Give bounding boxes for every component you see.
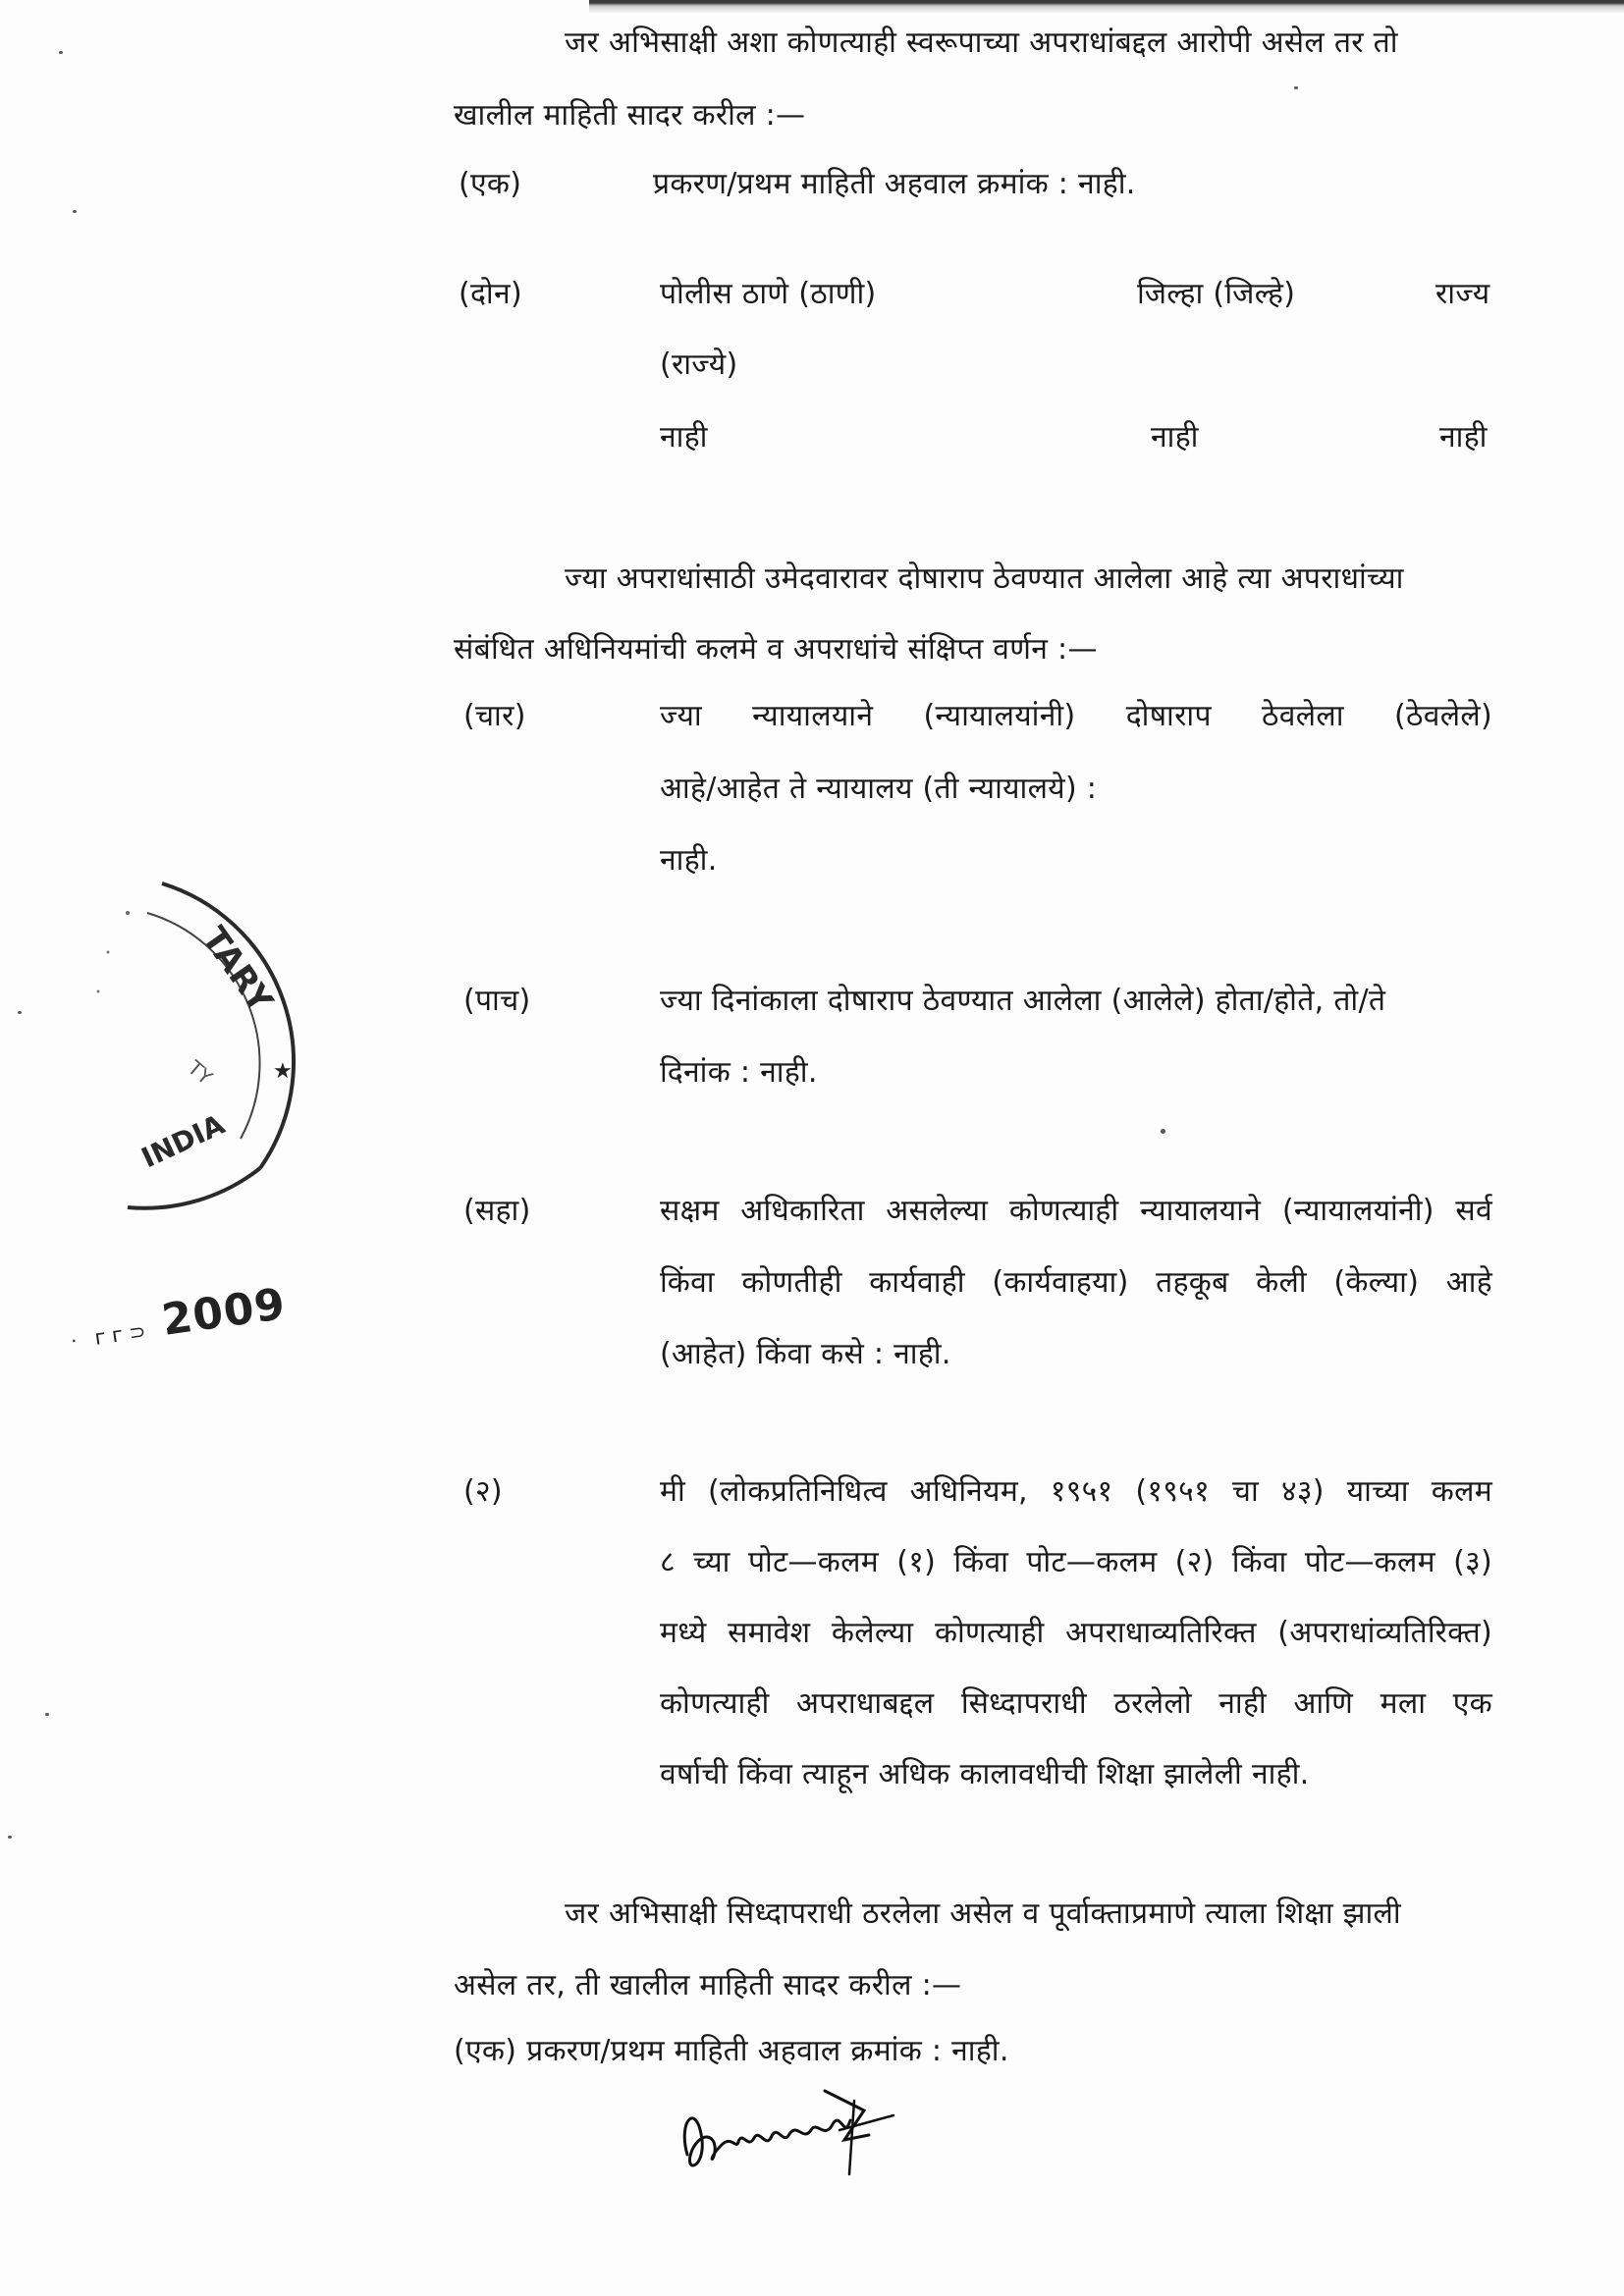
item-pach-line-2: दिनांक : नाही. <box>660 1055 818 1090</box>
state-header-continued: (राज्ये) <box>660 347 738 382</box>
item-2-line-1: मी (लोकप्रतिनिधित्व अधिनियम, १९५१ (१९५१ चा ४३) याच्या कलम <box>660 1474 1492 1509</box>
item-pach-line-1: ज्या दिनांकाला दोषाराप ठेवण्यात आलेला (आलेले) होता/होते, तो/ते <box>660 984 1386 1018</box>
convicted-intro-line-2: असेल तर, ती खालील माहिती सादर करील :— <box>454 1968 962 2002</box>
scan-edge-shadow <box>589 0 1624 14</box>
scan-speck <box>1294 86 1298 89</box>
item-2-line-2: ८ च्या पोट—कलम (१) किंवा पोट—कलम (२) किंवा पोट—कलम (३) <box>660 1545 1492 1579</box>
scan-speck <box>1161 1129 1165 1134</box>
scan-speck <box>73 210 77 213</box>
item-2-line-4: कोणत्याही अपराधाबद्दल सिध्दापराधी ठरलेलो नाही आणि मला एक <box>660 1686 1492 1721</box>
final-item-text: (एक) प्रकरण/प्रथम माहिती अहवाल क्रमांक : नाही. <box>454 2034 1009 2068</box>
item-saha-line-1: सक्षम अधिकारिता असलेल्या कोणत्याही न्यायालयाने (न्यायालयांनी) सर्व <box>660 1194 1492 1228</box>
item-2-label: (२) <box>463 1474 503 1509</box>
scan-speck <box>45 1713 49 1716</box>
district-header: जिल्हा (जिल्हे) <box>1137 277 1296 311</box>
date-stamp: · ᴦᴦ⊃ 2009 <box>69 1278 290 1354</box>
state-value: नाही <box>1439 420 1488 454</box>
seal-text-india: INDIA <box>136 1107 230 1175</box>
scan-speck <box>8 1836 12 1839</box>
police-station-value: नाही <box>660 420 708 454</box>
item-ek-text: प्रकरण/प्रथम माहिती अहवाल क्रमांक : नाही. <box>653 167 1136 201</box>
item-2-line-5: वर्षाची किंवा त्याहून अधिक कालावधीची शिक्षा झालेली नाही. <box>660 1757 1310 1791</box>
charges-intro-line-2: संबंधित अधिनियमांची कलमे व अपराधांचे संक्षिप्त वर्णन :— <box>454 632 1098 667</box>
scan-speck <box>18 1011 22 1014</box>
district-value: नाही <box>1151 420 1199 454</box>
seal-star-icon: ★ <box>273 1059 293 1084</box>
item-saha-line-3: (आहेत) किंवा कसे : नाही. <box>660 1337 951 1371</box>
item-2-line-3: मध्ये समावेश केलेल्या कोणत्याही अपराधाव्यतिरिक्त (अपराधांव्यतिरिक्त) <box>660 1616 1492 1650</box>
police-station-header: पोलीस ठाणे (ठाणी) <box>660 277 877 311</box>
item-ek-label: (एक) <box>459 167 522 201</box>
item-pach-label: (पाच) <box>463 984 531 1018</box>
item-char-label: (चार) <box>463 699 526 733</box>
state-header: राज्य <box>1435 277 1490 311</box>
item-saha-line-2: किंवा कोणतीही कार्यवाही (कार्यवाहया) तहकूब केली (केल्या) आहे <box>660 1265 1492 1300</box>
intro-line-2: खालील माहिती सादर करील :— <box>454 98 806 133</box>
intro-line-1: जर अभिसाक्षी अशा कोणत्याही स्वरूपाच्या अपराधांबद्दल आरोपी असेल तर तो <box>565 26 1398 60</box>
handwritten-signature <box>668 2081 923 2189</box>
svg-text:TY: TY <box>183 1055 217 1090</box>
item-char-line-1: ज्या न्यायालयाने (न्यायालयांनी) दोषाराप ठेवलेला (ठेवलेले) <box>660 699 1492 733</box>
charges-intro-line-1: ज्या अपराधांसाठी उमेदवारावर दोषाराप ठेवण्यात आलेला आहे त्या अपराधांच्या <box>565 561 1404 596</box>
seal-text-notary: TARY <box>193 920 281 1020</box>
item-char-line-2: आहे/आहेत ते न्यायालय (ती न्यायालये) : <box>660 772 1098 806</box>
item-char-line-3: नाही. <box>660 843 718 878</box>
item-saha-label: (सहा) <box>463 1194 531 1228</box>
convicted-intro-line-1: जर अभिसाक्षी सिध्दापराधी ठरलेला असेल व पूर्वाक्ताप्रमाणे त्याला शिक्षा झाली <box>565 1896 1401 1931</box>
scan-speck <box>59 51 63 54</box>
item-don-label: (दोन) <box>459 277 522 311</box>
notary-seal-stamp <box>39 844 334 1227</box>
